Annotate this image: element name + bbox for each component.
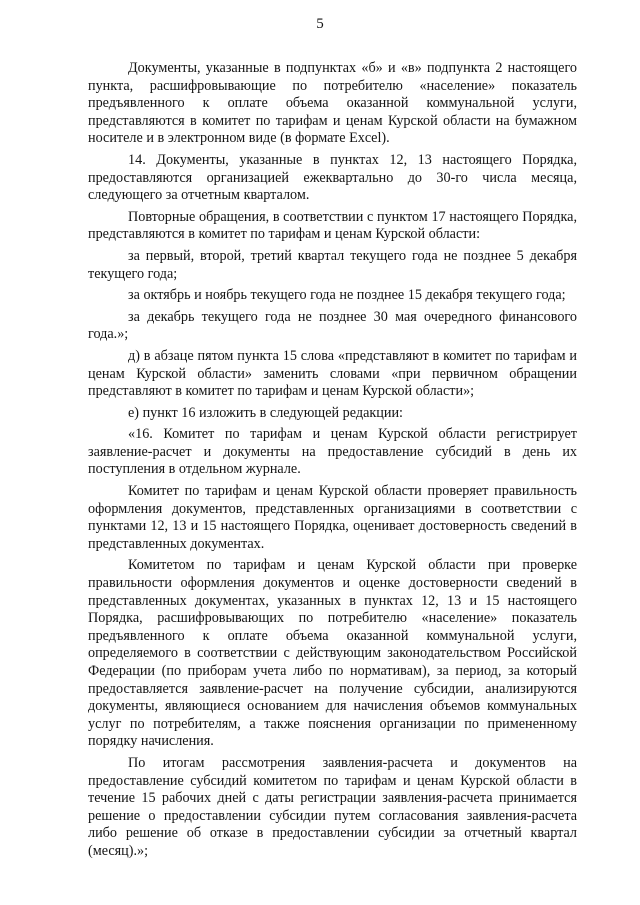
paragraph-deadline-oct-nov: за октябрь и ноябрь текущего года не позднее 15 декабря текущего года; [128, 287, 566, 304]
paragraph-decision: По итогам рассмотрения заявления-расчета и документов на предоставление субсидий комитетом по тарифам и ценам Курской области в течение 15 рабочих дней с даты регистрации заявления-расчета принимается решение о предоставлении субсидии путем согласования заявления-расчета либо решение об отказе в предоставлении субсидии за отчетный квартал (месяц).»; [88, 754, 577, 859]
paragraph-committee-analysis: Комитетом по тарифам и ценам Курской области при проверке правильности оформления документов и оценке достоверности сведений в представленных документах, указанных в пунктах 12, 13 и 15 настоящего Порядка, расшифровывающих по потребителю «население» показатель предъявленного к оплате объема оказанной коммунальной услуги, определяемого в соответствии с действующим законодательством Российской Федерации (по приборам учета либо по нормативам), за период, за который предоставляется заявление-расчет на получение субсидии, анализируются документы, являющиеся основанием для начисления объемов коммунальных услуг по потребителям, а также пояснения организации по примененному порядку начисления. [88, 557, 577, 750]
paragraph-deadline-quarters: за первый, второй, третий квартал текущего года не позднее 5 декабря текущего года; [88, 247, 577, 282]
paragraph-item-14: 14. Документы, указанные в пунктах 12, 13 настоящего Порядка, предоставляются организацией ежеквартально до 30-го числа месяца, следующего за отчетным кварталом. [88, 151, 577, 204]
paragraph-committee-checks: Комитет по тарифам и ценам Курской области проверяет правильность оформления документов, представленных организациями в соответствии с пунктами 12, 13 и 15 настоящего Порядка, оценивает достоверность сведений в представленных документах. [88, 483, 577, 552]
paragraph-subitem-e: е) пункт 16 изложить в следующей редакции: [128, 404, 403, 421]
document-body [88, 60, 577, 865]
paragraph-documents-excel: Документы, указанные в подпунктах «б» и «в» подпункта 2 настоящего пункта, расшифровывающие по потребителю «население» показатель предъявленного к оплате объема оказанной коммунальной услуги, представляются в комитет по тарифам и ценам Курской области на бумажном носителе и в электронном виде (в формате Excel). [88, 60, 577, 147]
page-number: 5 [316, 16, 324, 32]
paragraph-repeat-requests: Повторные обращения, в соответствии с пунктом 17 настоящего Порядка, представляются в комитет по тарифам и ценам Курской области: [88, 208, 577, 243]
paragraph-deadline-december: за декабрь текущего года не позднее 30 мая очередного финансового года.»; [88, 308, 577, 343]
paragraph-subitem-d: д) в абзаце пятом пункта 15 слова «представляют в комитет по тарифам и ценам Курской области» заменить словами «при первичном обращении представляют в комитет по тарифам и ценам Курской области»; [88, 347, 577, 400]
paragraph-item-16: «16. Комитет по тарифам и ценам Курской области регистрирует заявление-расчет и документы на предоставление субсидий в день их поступления в отдельном журнале. [88, 426, 577, 478]
